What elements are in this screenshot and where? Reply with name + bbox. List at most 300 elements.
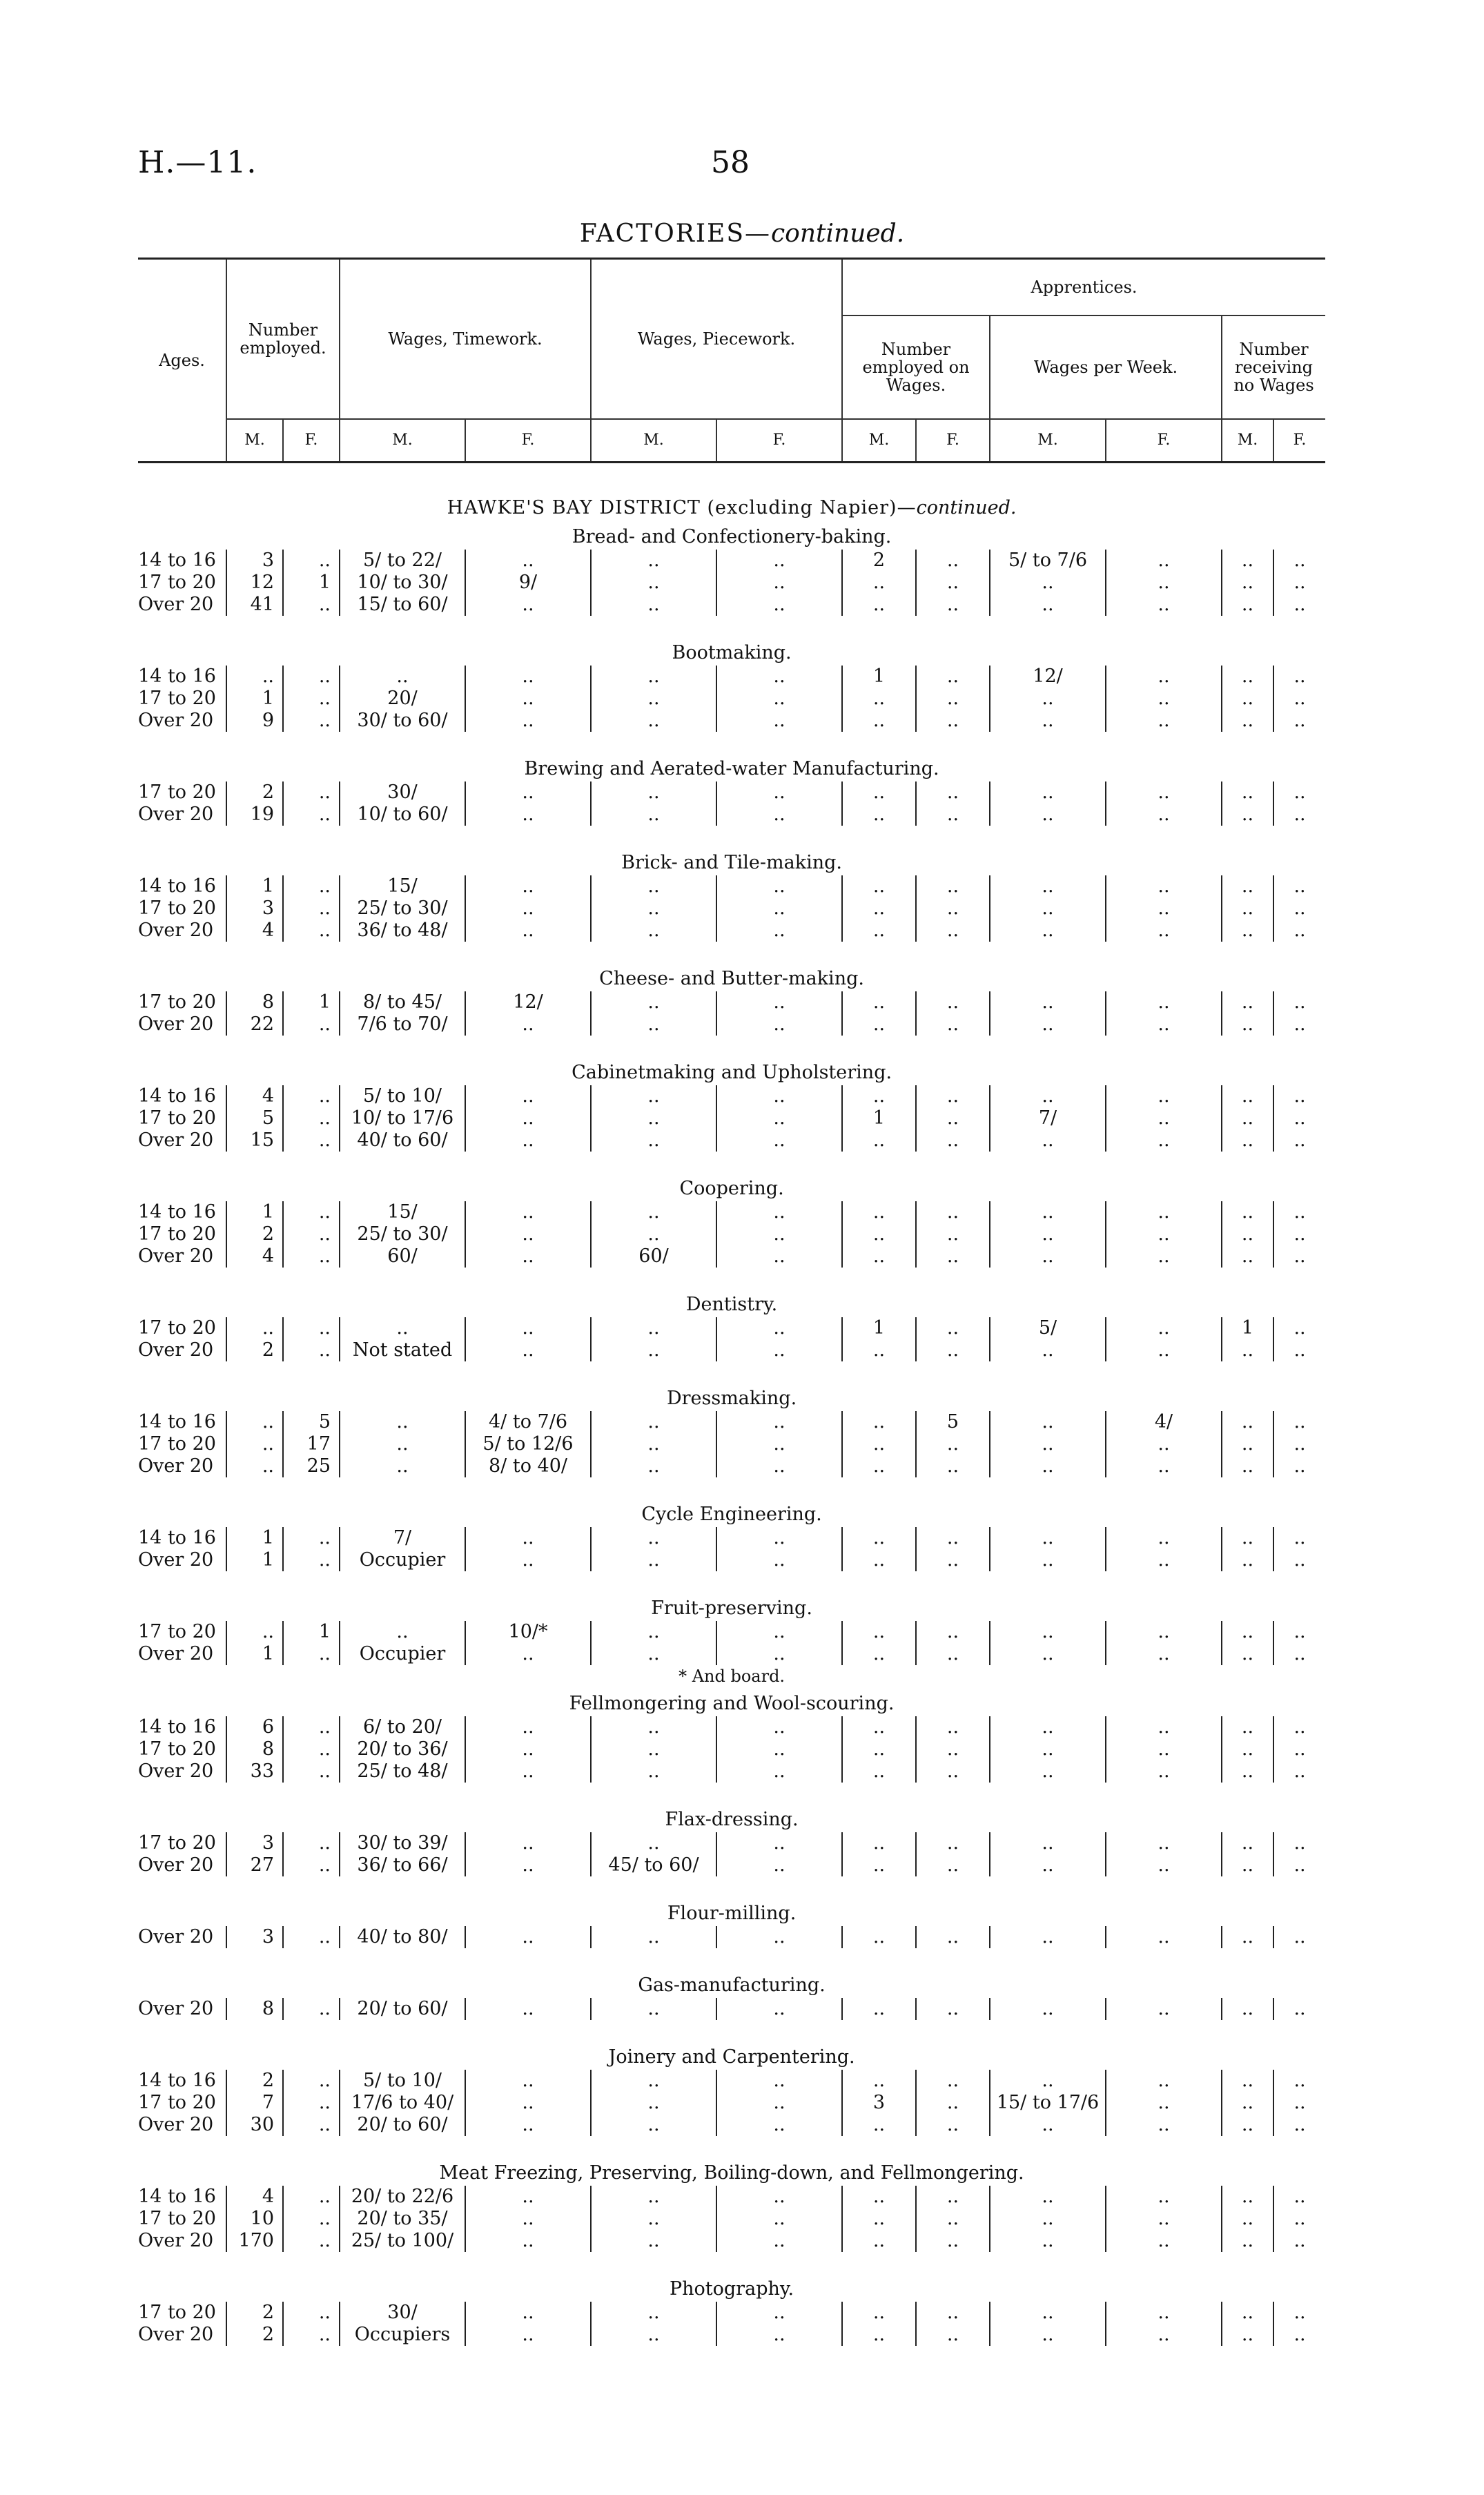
- timework-m-cell: ..: [340, 1317, 465, 1339]
- table-row: [138, 2114, 1325, 2136]
- piecework-f-cell: ..: [716, 710, 842, 732]
- apprentices-employed-m-cell: ..: [842, 2186, 916, 2208]
- piecework-m-cell: ..: [591, 920, 716, 942]
- apprentices-no-wages-f-cell: ..: [1273, 2092, 1325, 2114]
- timework-f-cell: ..: [465, 1013, 591, 1036]
- timework-m-cell: 25/ to 30/: [340, 897, 465, 920]
- section-heading-row: [138, 2273, 1325, 2302]
- apprentices-no-wages-f-cell: ..: [1273, 1223, 1325, 1245]
- apprentices-employed-f-cell: ..: [916, 991, 990, 1013]
- employed-f-cell: ..: [283, 594, 340, 616]
- timework-f-cell: ..: [465, 2302, 591, 2324]
- spacer-cell: [138, 1152, 1325, 1172]
- apprentices-wages-f-cell: ..: [1106, 1129, 1222, 1152]
- age-cell: Over 20: [138, 2114, 214, 2135]
- section-heading-row: [138, 1382, 1325, 1411]
- age-cell: 17 to 20: [138, 1738, 216, 1760]
- piecework-f-cell: ..: [716, 991, 842, 1013]
- age-cell: 14 to 16: [138, 2070, 216, 2091]
- apprentices-wages-f-cell: ..: [1106, 1085, 1222, 1107]
- apprentices-employed-f-cell: ..: [916, 1455, 990, 1477]
- apprentices-employed-f-cell: ..: [916, 804, 990, 826]
- employed-m-cell: 2: [226, 2324, 283, 2346]
- apprentices-wages-f-cell: ..: [1106, 1013, 1222, 1036]
- timework-m-cell: ..: [340, 1411, 465, 1433]
- apprentices-no-wages-f-cell: ..: [1273, 2208, 1325, 2230]
- age-cell: 14 to 16: [138, 550, 216, 571]
- age-cell: 17 to 20: [138, 1832, 216, 1854]
- timework-m-cell: 17/6 to 40/: [340, 2092, 465, 2114]
- header-f: F.: [1273, 419, 1325, 463]
- apprentices-no-wages-m-cell: ..: [1222, 1854, 1273, 1876]
- spacer-cell: [138, 1571, 1325, 1592]
- apprentices-no-wages-m-cell: ..: [1222, 1201, 1273, 1223]
- timework-f-cell: ..: [465, 1760, 591, 1783]
- timework-f-cell: 10/*: [465, 1621, 591, 1643]
- apprentices-employed-m-cell: ..: [842, 1411, 916, 1433]
- apprentices-no-wages-m-cell: ..: [1222, 710, 1273, 732]
- timework-m-cell: 20/ to 60/: [340, 2114, 465, 2136]
- piecework-f-cell: ..: [716, 1317, 842, 1339]
- table-row: [138, 1621, 1325, 1643]
- apprentices-no-wages-f-cell: ..: [1273, 1832, 1325, 1854]
- apprentices-no-wages-f-cell: ..: [1273, 2324, 1325, 2346]
- employed-f-cell: ..: [283, 1527, 340, 1549]
- apprentices-wages-m-cell: ..: [990, 1455, 1106, 1477]
- timework-m-cell: ..: [340, 666, 465, 688]
- piecework-m-cell: ..: [591, 1223, 716, 1245]
- header-apprentices-wages-per-week: Wages per Week.: [990, 315, 1222, 419]
- employed-m-cell: 1: [226, 1527, 283, 1549]
- employed-f-cell: ..: [283, 2092, 340, 2114]
- piecework-m-cell: ..: [591, 781, 716, 804]
- apprentices-wages-f-cell: ..: [1106, 991, 1222, 1013]
- apprentices-employed-m-cell: 1: [842, 1317, 916, 1339]
- timework-m-cell: ..: [340, 1455, 465, 1477]
- timework-f-cell: ..: [465, 1339, 591, 1361]
- apprentices-employed-m-cell: ..: [842, 991, 916, 1013]
- timework-f-cell: ..: [465, 1549, 591, 1571]
- table-row: [138, 1854, 1325, 1876]
- timework-m-cell: 15/ to 60/: [340, 594, 465, 616]
- timework-f-cell: ..: [465, 1085, 591, 1107]
- timework-f-cell: 8/ to 40/: [465, 1455, 591, 1477]
- apprentices-no-wages-f-cell: ..: [1273, 920, 1325, 942]
- piecework-f-cell: ..: [716, 2186, 842, 2208]
- age-cell: Over 20: [138, 2324, 214, 2345]
- apprentices-wages-m-cell: 5/: [990, 1317, 1106, 1339]
- apprentices-wages-m-cell: ..: [990, 1760, 1106, 1783]
- apprentices-employed-f-cell: ..: [916, 1317, 990, 1339]
- apprentices-wages-f-cell: ..: [1106, 572, 1222, 594]
- piecework-f-cell: ..: [716, 1201, 842, 1223]
- employed-f-cell: ..: [283, 781, 340, 804]
- apprentices-wages-f-cell: 4/: [1106, 1411, 1222, 1433]
- piecework-m-cell: ..: [591, 1317, 716, 1339]
- apprentices-no-wages-m-cell: ..: [1222, 991, 1273, 1013]
- piecework-f-cell: ..: [716, 1832, 842, 1854]
- table-row: [138, 1643, 1325, 1665]
- piecework-f-cell: ..: [716, 781, 842, 804]
- piecework-m-cell: ..: [591, 1129, 716, 1152]
- piecework-f-cell: ..: [716, 1998, 842, 2020]
- apprentices-wages-f-cell: ..: [1106, 594, 1222, 616]
- spacer-cell: [138, 2346, 1325, 2367]
- apprentices-no-wages-m-cell: ..: [1222, 572, 1273, 594]
- employed-f-cell: ..: [283, 1013, 340, 1036]
- apprentices-no-wages-m-cell: ..: [1222, 2230, 1273, 2252]
- timework-f-cell: 4/ to 7/6: [465, 1411, 591, 1433]
- employed-f-cell: ..: [283, 1317, 340, 1339]
- employed-f-cell: ..: [283, 897, 340, 920]
- employed-m-cell: 5: [226, 1107, 283, 1129]
- employed-f-cell: 1: [283, 991, 340, 1013]
- timework-f-cell: ..: [465, 2186, 591, 2208]
- page-title: [0, 220, 1484, 248]
- apprentices-employed-f-cell: ..: [916, 1832, 990, 1854]
- apprentices-wages-m-cell: ..: [990, 1643, 1106, 1665]
- apprentices-employed-m-cell: ..: [842, 1621, 916, 1643]
- timework-m-cell: 36/ to 66/: [340, 1854, 465, 1876]
- piecework-m-cell: ..: [591, 1738, 716, 1760]
- apprentices-employed-f-cell: ..: [916, 1926, 990, 1948]
- age-cell: 17 to 20: [138, 991, 216, 1013]
- timework-m-cell: 5/ to 10/: [340, 1085, 465, 1107]
- section-heading-row: [138, 1288, 1325, 1317]
- apprentices-wages-m-cell: ..: [990, 1245, 1106, 1268]
- apprentices-employed-m-cell: ..: [842, 875, 916, 897]
- apprentices-no-wages-f-cell: ..: [1273, 1926, 1325, 1948]
- age-cell: Over 20: [138, 1455, 214, 1477]
- section-heading-row: [138, 2157, 1325, 2186]
- apprentices-wages-f-cell: ..: [1106, 666, 1222, 688]
- employed-m-cell: 8: [226, 1998, 283, 2020]
- apprentices-no-wages-f-cell: ..: [1273, 1621, 1325, 1643]
- timework-f-cell: ..: [465, 1832, 591, 1854]
- table-row: [138, 1129, 1325, 1152]
- age-cell: 14 to 16: [138, 1411, 216, 1433]
- apprentices-wages-f-cell: ..: [1106, 2186, 1222, 2208]
- piecework-m-cell: ..: [591, 875, 716, 897]
- apprentices-no-wages-m-cell: ..: [1222, 666, 1273, 688]
- piecework-m-cell: ..: [591, 804, 716, 826]
- employed-m-cell: 6: [226, 1716, 283, 1738]
- table-row: [138, 1223, 1325, 1245]
- piecework-f-cell: ..: [716, 1013, 842, 1036]
- section-spacer: [138, 1571, 1325, 1592]
- employed-f-cell: ..: [283, 2070, 340, 2092]
- apprentices-wages-f-cell: ..: [1106, 1245, 1222, 1268]
- header-m: M.: [842, 419, 916, 463]
- employed-m-cell: 8: [226, 1738, 283, 1760]
- timework-m-cell: 8/ to 45/: [340, 991, 465, 1013]
- district-title: HAWKE'S BAY DISTRICT (excluding Napier)—: [447, 497, 917, 518]
- table-row: [138, 1013, 1325, 1036]
- timework-m-cell: 5/ to 10/: [340, 2070, 465, 2092]
- section-spacer: [138, 732, 1325, 753]
- apprentices-no-wages-f-cell: ..: [1273, 594, 1325, 616]
- timework-m-cell: 25/ to 30/: [340, 1223, 465, 1245]
- apprentices-no-wages-f-cell: ..: [1273, 2070, 1325, 2092]
- section-spacer: [138, 1152, 1325, 1172]
- timework-f-cell: ..: [465, 688, 591, 710]
- section-title: Dressmaking.: [666, 1388, 797, 1409]
- apprentices-employed-f-cell: ..: [916, 1433, 990, 1455]
- apprentices-wages-f-cell: ..: [1106, 1339, 1222, 1361]
- table-row: [138, 1738, 1325, 1760]
- employed-m-cell: 2: [226, 1339, 283, 1361]
- apprentices-wages-m-cell: ..: [990, 1339, 1106, 1361]
- piecework-m-cell: ..: [591, 688, 716, 710]
- section-title: Bootmaking.: [672, 642, 792, 663]
- spacer-cell: [138, 942, 1325, 962]
- apprentices-employed-f-cell: ..: [916, 1738, 990, 1760]
- employed-m-cell: 3: [226, 897, 283, 920]
- spacer-cell: [138, 2136, 1325, 2157]
- table-row: [138, 2208, 1325, 2230]
- apprentices-no-wages-m-cell: ..: [1222, 1760, 1273, 1783]
- piecework-f-cell: ..: [716, 2230, 842, 2252]
- section-title: Photography.: [669, 2278, 794, 2300]
- employed-f-cell: ..: [283, 1998, 340, 2020]
- timework-m-cell: Occupiers: [340, 2324, 465, 2346]
- apprentices-employed-f-cell: ..: [916, 1716, 990, 1738]
- piecework-f-cell: ..: [716, 2324, 842, 2346]
- piecework-f-cell: ..: [716, 1107, 842, 1129]
- piecework-f-cell: ..: [716, 1129, 842, 1152]
- employed-f-cell: ..: [283, 1223, 340, 1245]
- apprentices-wages-m-cell: ..: [990, 2324, 1106, 2346]
- apprentices-no-wages-m-cell: ..: [1222, 2114, 1273, 2136]
- spacer-cell: [138, 1783, 1325, 1803]
- employed-f-cell: 1: [283, 572, 340, 594]
- piecework-f-cell: ..: [716, 1527, 842, 1549]
- table-row: [138, 550, 1325, 572]
- section-spacer: [138, 1268, 1325, 1288]
- section-heading-row: [138, 1056, 1325, 1085]
- employed-m-cell: 41: [226, 594, 283, 616]
- employed-m-cell: 15: [226, 1129, 283, 1152]
- apprentices-wages-f-cell: ..: [1106, 1643, 1222, 1665]
- apprentices-wages-m-cell: ..: [990, 1433, 1106, 1455]
- timework-m-cell: 30/: [340, 2302, 465, 2324]
- section-spacer: [138, 1948, 1325, 1969]
- apprentices-no-wages-m-cell: ..: [1222, 2324, 1273, 2346]
- piecework-f-cell: ..: [716, 550, 842, 572]
- age-cell: 17 to 20: [138, 2092, 216, 2113]
- piecework-f-cell: ..: [716, 1549, 842, 1571]
- timework-m-cell: 7/6 to 70/: [340, 1013, 465, 1036]
- apprentices-employed-f-cell: ..: [916, 897, 990, 920]
- apprentices-no-wages-m-cell: ..: [1222, 1245, 1273, 1268]
- apprentices-wages-m-cell: ..: [990, 1201, 1106, 1223]
- piecework-f-cell: ..: [716, 1339, 842, 1361]
- piecework-m-cell: ..: [591, 2092, 716, 2114]
- apprentices-employed-m-cell: ..: [842, 1926, 916, 1948]
- employed-m-cell: 33: [226, 1760, 283, 1783]
- timework-f-cell: ..: [465, 2208, 591, 2230]
- header-number-employed: Number employed.: [226, 259, 340, 420]
- piecework-f-cell: ..: [716, 1433, 842, 1455]
- employed-m-cell: 4: [226, 1085, 283, 1107]
- age-cell: 14 to 16: [138, 875, 216, 897]
- section-spacer: [138, 2136, 1325, 2157]
- apprentices-wages-m-cell: ..: [990, 1998, 1106, 2020]
- apprentices-no-wages-m-cell: ..: [1222, 1716, 1273, 1738]
- employed-m-cell: 4: [226, 1245, 283, 1268]
- employed-f-cell: ..: [283, 2302, 340, 2324]
- table-header: [138, 258, 1325, 463]
- section-title: Cheese- and Butter-making.: [599, 968, 864, 989]
- section-title: Bread- and Confectionery-baking.: [572, 526, 892, 547]
- table-row: [138, 1107, 1325, 1129]
- apprentices-no-wages-m-cell: ..: [1222, 1455, 1273, 1477]
- apprentices-wages-m-cell: ..: [990, 1223, 1106, 1245]
- apprentices-no-wages-f-cell: ..: [1273, 710, 1325, 732]
- timework-f-cell: ..: [465, 1926, 591, 1948]
- piecework-m-cell: 60/: [591, 1245, 716, 1268]
- age-cell: Over 20: [138, 1339, 214, 1361]
- apprentices-no-wages-m-cell: ..: [1222, 688, 1273, 710]
- apprentices-employed-f-cell: ..: [916, 2208, 990, 2230]
- timework-m-cell: 30/ to 39/: [340, 1832, 465, 1854]
- apprentices-no-wages-f-cell: ..: [1273, 1245, 1325, 1268]
- apprentices-employed-m-cell: ..: [842, 781, 916, 804]
- timework-m-cell: 60/: [340, 1245, 465, 1268]
- age-cell: Over 20: [138, 1926, 214, 1948]
- timework-f-cell: ..: [465, 1738, 591, 1760]
- piecework-m-cell: ..: [591, 594, 716, 616]
- apprentices-employed-f-cell: ..: [916, 572, 990, 594]
- employed-m-cell: 27: [226, 1854, 283, 1876]
- table-row: [138, 2186, 1325, 2208]
- spacer-cell: [138, 2252, 1325, 2273]
- age-cell: 17 to 20: [138, 2302, 216, 2323]
- table-row: [138, 920, 1325, 942]
- apprentices-no-wages-f-cell: ..: [1273, 1317, 1325, 1339]
- apprentices-employed-m-cell: ..: [842, 920, 916, 942]
- apprentices-wages-m-cell: ..: [990, 991, 1106, 1013]
- apprentices-employed-m-cell: ..: [842, 1455, 916, 1477]
- timework-m-cell: 20/ to 60/: [340, 1998, 465, 2020]
- timework-m-cell: 20/: [340, 688, 465, 710]
- apprentices-employed-m-cell: ..: [842, 1832, 916, 1854]
- apprentices-wages-f-cell: ..: [1106, 2092, 1222, 2114]
- age-cell: Over 20: [138, 594, 214, 615]
- piecework-m-cell: ..: [591, 1455, 716, 1477]
- age-cell: Over 20: [138, 1854, 214, 1876]
- employed-f-cell: ..: [283, 1107, 340, 1129]
- apprentices-no-wages-f-cell: ..: [1273, 572, 1325, 594]
- section-title: Fruit-preserving.: [651, 1598, 812, 1619]
- timework-f-cell: ..: [465, 1998, 591, 2020]
- apprentices-wages-m-cell: 7/: [990, 1107, 1106, 1129]
- spacer-cell: [138, 616, 1325, 637]
- apprentices-employed-f-cell: ..: [916, 2230, 990, 2252]
- timework-m-cell: 6/ to 20/: [340, 1716, 465, 1738]
- apprentices-no-wages-m-cell: ..: [1222, 897, 1273, 920]
- apprentices-employed-m-cell: ..: [842, 2302, 916, 2324]
- employed-m-cell: 170: [226, 2230, 283, 2252]
- apprentices-wages-f-cell: ..: [1106, 1527, 1222, 1549]
- apprentices-employed-f-cell: ..: [916, 2092, 990, 2114]
- employed-f-cell: ..: [283, 2208, 340, 2230]
- apprentices-wages-m-cell: ..: [990, 1129, 1106, 1152]
- timework-f-cell: ..: [465, 2092, 591, 2114]
- employed-f-cell: ..: [283, 1339, 340, 1361]
- piecework-m-cell: ..: [591, 1527, 716, 1549]
- apprentices-employed-f-cell: ..: [916, 688, 990, 710]
- employed-m-cell: 2: [226, 1223, 283, 1245]
- section-spacer: [138, 1876, 1325, 1897]
- section-spacer: [138, 2252, 1325, 2273]
- apprentices-wages-m-cell: ..: [990, 1738, 1106, 1760]
- apprentices-employed-m-cell: ..: [842, 2208, 916, 2230]
- header-f: F.: [716, 419, 842, 463]
- timework-f-cell: ..: [465, 710, 591, 732]
- timework-m-cell: Occupier: [340, 1549, 465, 1571]
- section-heading-row: [138, 1687, 1325, 1716]
- age-cell: 17 to 20: [138, 1433, 216, 1455]
- apprentices-wages-m-cell: ..: [990, 1085, 1106, 1107]
- header-apprentices-employed: Number employed on Wages.: [842, 315, 990, 419]
- spacer-cell: [138, 732, 1325, 753]
- employed-m-cell: 30: [226, 2114, 283, 2136]
- section-heading-row: [138, 1592, 1325, 1621]
- header-apprentices: Apprentices.: [842, 259, 1325, 316]
- section-title: Brewing and Aerated-water Manufacturing.: [524, 758, 939, 779]
- timework-m-cell: ..: [340, 1621, 465, 1643]
- apprentices-wages-m-cell: ..: [990, 1013, 1106, 1036]
- employed-f-cell: ..: [283, 688, 340, 710]
- apprentices-employed-f-cell: ..: [916, 1854, 990, 1876]
- table-row: [138, 2070, 1325, 2092]
- timework-f-cell: ..: [465, 1107, 591, 1129]
- timework-f-cell: ..: [465, 804, 591, 826]
- employed-f-cell: ..: [283, 710, 340, 732]
- apprentices-wages-f-cell: ..: [1106, 1716, 1222, 1738]
- apprentices-no-wages-m-cell: ..: [1222, 550, 1273, 572]
- employed-m-cell: 1: [226, 1643, 283, 1665]
- timework-m-cell: 15/: [340, 875, 465, 897]
- spacer-cell: [138, 826, 1325, 846]
- employed-m-cell: 2: [226, 2302, 283, 2324]
- apprentices-no-wages-f-cell: ..: [1273, 666, 1325, 688]
- apprentices-employed-m-cell: ..: [842, 1223, 916, 1245]
- section-spacer: [138, 942, 1325, 962]
- apprentices-wages-f-cell: ..: [1106, 1760, 1222, 1783]
- page-title-main: FACTORIES—: [579, 220, 771, 248]
- apprentices-employed-m-cell: 1: [842, 1107, 916, 1129]
- section-heading-row: [138, 521, 1325, 550]
- age-cell: 17 to 20: [138, 2208, 216, 2229]
- apprentices-wages-f-cell: ..: [1106, 1549, 1222, 1571]
- timework-m-cell: 25/ to 100/: [340, 2230, 465, 2252]
- age-cell: Over 20: [138, 1129, 214, 1151]
- apprentices-wages-m-cell: ..: [990, 2186, 1106, 2208]
- employed-f-cell: ..: [283, 1549, 340, 1571]
- timework-f-cell: ..: [465, 781, 591, 804]
- timework-f-cell: ..: [465, 1201, 591, 1223]
- employed-f-cell: ..: [283, 2324, 340, 2346]
- table-row: [138, 1339, 1325, 1361]
- header-f: F.: [465, 419, 591, 463]
- apprentices-employed-f-cell: 5: [916, 1411, 990, 1433]
- timework-f-cell: ..: [465, 1129, 591, 1152]
- apprentices-employed-m-cell: ..: [842, 572, 916, 594]
- apprentices-wages-m-cell: ..: [990, 1549, 1106, 1571]
- apprentices-employed-m-cell: 3: [842, 2092, 916, 2114]
